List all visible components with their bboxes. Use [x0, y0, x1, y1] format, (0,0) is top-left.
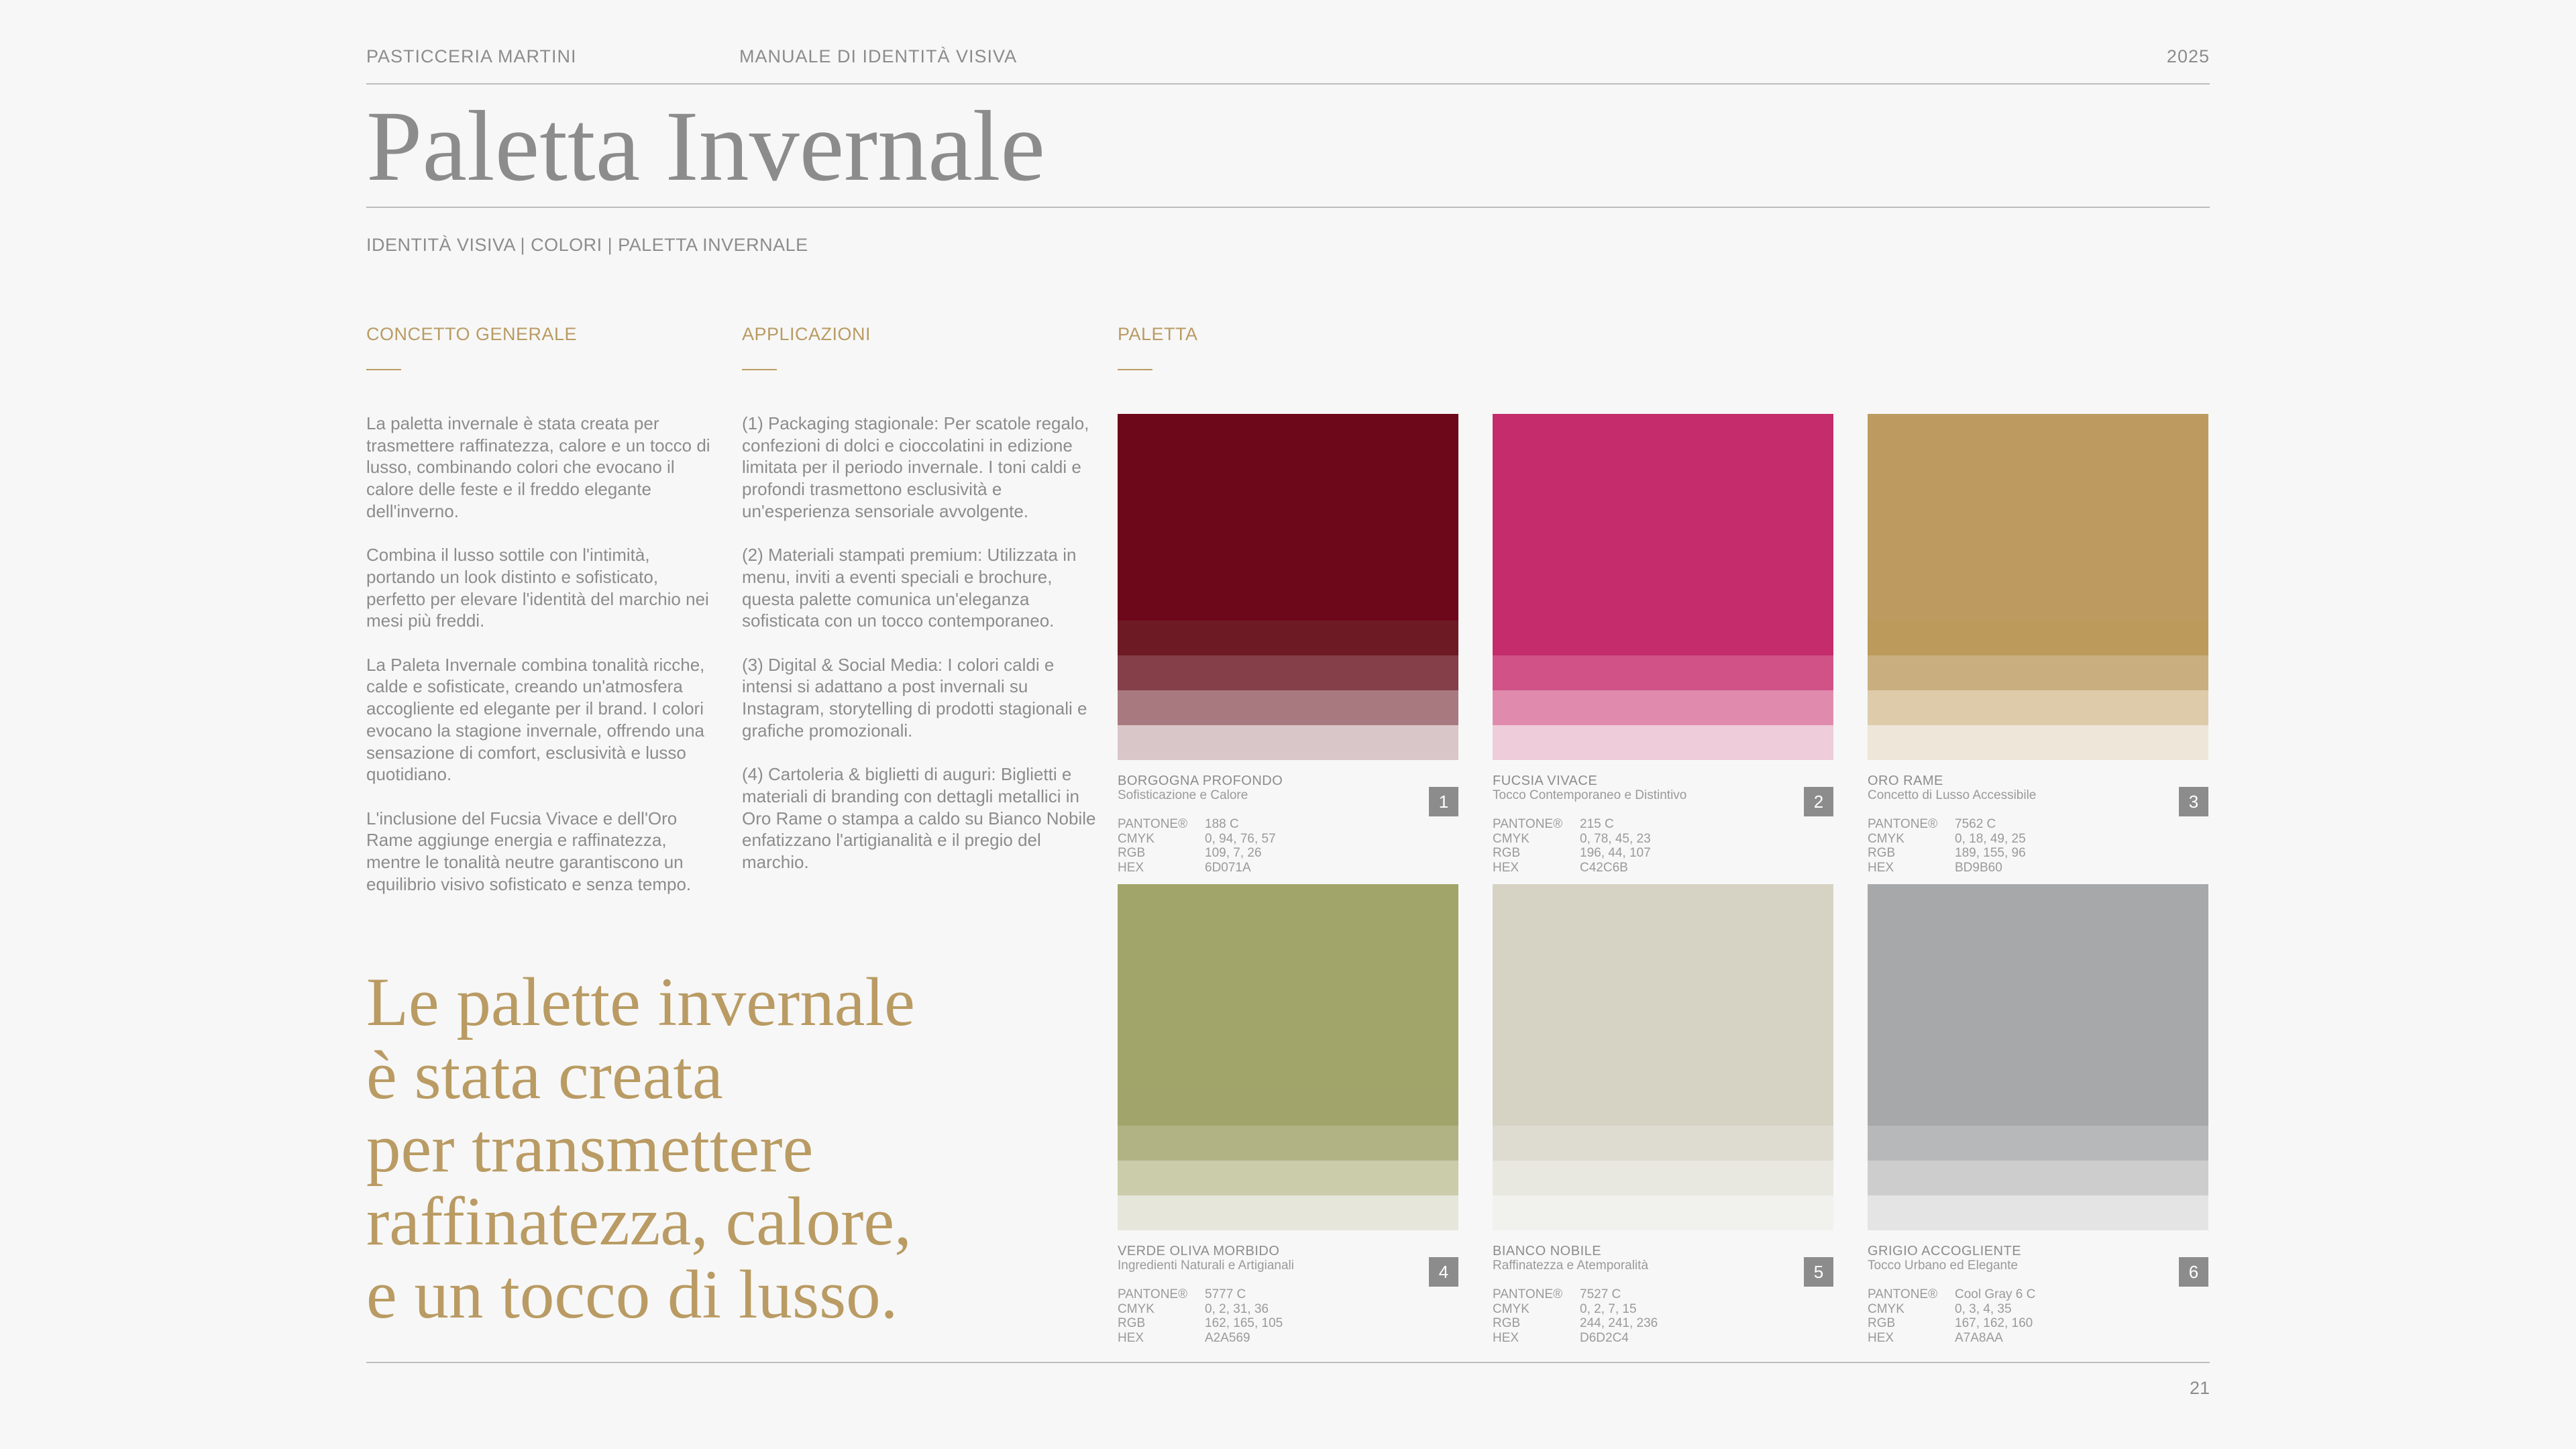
paragraph: (4) Cartoleria & biglietti di auguri: Biglietti e materiali di branding con dettagli metallici in Oro Rame o stampa a caldo su Bianco Nobile enfatizzano l'artigianalità e il pregio del marchio. — [742, 764, 1096, 873]
spec-row-rgb — [1118, 1316, 1458, 1331]
spec-row-pantone — [1868, 1287, 2208, 1302]
spec-value: 0, 18, 49, 25 — [1955, 831, 2026, 846]
spec-label: CMYK — [1118, 831, 1155, 846]
applications-text — [742, 413, 1097, 895]
spec-value: 167, 162, 160 — [1955, 1316, 2033, 1330]
swatch-tint — [1493, 655, 1833, 690]
spec-label: HEX — [1118, 1330, 1144, 1345]
swatch-number-badge: 4 — [1429, 1257, 1458, 1287]
swatch-info — [1868, 1244, 2208, 1345]
swatch-tint — [1118, 1161, 1458, 1195]
spec-value: 109, 7, 26 — [1205, 846, 1262, 860]
swatch-specs — [1118, 1287, 1458, 1345]
spec-label: HEX — [1118, 860, 1144, 875]
spec-row-rgb — [1493, 1316, 1833, 1331]
paragraph: La Paleta Invernale combina tonalità ricche, calde e sofisticate, creando un'atmosfera accogliente ed elegante per il brand. I colori evocano la stagione invernale, offrendo una sensazione di comfort, esclusività e lusso quotidiano. — [366, 654, 705, 785]
quote-line: raffinatezza, calore, — [366, 1183, 912, 1260]
spec-value: 196, 44, 107 — [1580, 846, 1651, 860]
spec-row-cmyk — [1493, 1302, 1833, 1317]
section-label-palette: PALETTA — [1118, 324, 1198, 344]
swatch-tint — [1493, 1126, 1833, 1161]
swatch-specs — [1118, 817, 1458, 875]
spec-value: 7562 C — [1955, 817, 1996, 831]
spec-label: RGB — [1493, 1316, 1521, 1330]
spec-value: Cool Gray 6 C — [1955, 1287, 2036, 1301]
section-dash — [1118, 369, 1152, 370]
spec-row-pantone — [1118, 817, 1458, 832]
spec-value: 6D071A — [1205, 860, 1251, 875]
spec-value: 7527 C — [1580, 1287, 1621, 1301]
swatch-tint — [1493, 690, 1833, 725]
spec-value: A7A8AA — [1955, 1330, 2003, 1345]
paragraph: L'inclusione del Fucsia Vivace e dell'Oro Rame aggiunge energia e raffinatezza, mentre le tonalità neutre garantiscono un equilibrio visivo sofisticato e senza tempo. — [366, 808, 692, 894]
spec-label: RGB — [1868, 846, 1896, 860]
swatch-main-color — [1868, 414, 2208, 621]
swatch-specs — [1868, 817, 2208, 875]
concept-text — [366, 413, 722, 917]
spec-value: 5777 C — [1205, 1287, 1246, 1301]
spec-value: 215 C — [1580, 817, 1614, 831]
spec-row-hex — [1493, 1331, 1833, 1346]
page-number: 21 — [2189, 1378, 2210, 1398]
spec-value: 0, 78, 45, 23 — [1580, 831, 1651, 846]
swatch-tint — [1868, 1161, 2208, 1195]
section-label-applications: APPLICAZIONI — [742, 324, 871, 344]
swatch-tint — [1868, 621, 2208, 655]
swatch-info — [1493, 1244, 1833, 1345]
spec-value: 0, 94, 76, 57 — [1205, 831, 1276, 846]
header-rule — [366, 83, 2210, 85]
swatch-tint — [1493, 725, 1833, 760]
swatch-specs — [1868, 1287, 2208, 1345]
swatch-tint — [1868, 1091, 2208, 1126]
quote-line: Le palette invernale — [366, 964, 915, 1040]
spec-value: 188 C — [1205, 817, 1239, 831]
spec-row-hex — [1868, 1331, 2208, 1346]
swatch-tint — [1493, 1091, 1833, 1126]
swatch-card — [1118, 884, 1458, 1345]
spec-row-cmyk — [1493, 832, 1833, 847]
swatch-card — [1118, 414, 1458, 875]
spec-label: PANTONE® — [1868, 817, 1938, 831]
spec-label: PANTONE® — [1118, 1287, 1188, 1301]
spec-value: 189, 155, 96 — [1955, 846, 2026, 860]
spec-label: CMYK — [1118, 1301, 1155, 1316]
spec-value: 244, 241, 236 — [1580, 1316, 1658, 1330]
swatch-main-color — [1118, 884, 1458, 1091]
spec-label: HEX — [1868, 1330, 1894, 1345]
spec-label: RGB — [1118, 846, 1146, 860]
swatch-tint — [1118, 690, 1458, 725]
brand-name: PASTICCERIA MARTINI — [366, 46, 577, 66]
swatch-name: FUCSIA VIVACE — [1493, 773, 1598, 788]
spec-label: CMYK — [1868, 831, 1904, 846]
swatch-name: VERDE OLIVA MORBIDO — [1118, 1244, 1280, 1258]
swatch-subtitle: Raffinatezza e Atemporalità — [1493, 1258, 1649, 1273]
swatch-tint — [1868, 655, 2208, 690]
paragraph: (3) Digital & Social Media: I colori caldi e intensi si adattano a post invernali su Instagram, storytelling di prodotti stagionali e grafiche promozionali. — [742, 654, 1087, 741]
swatch-name: BIANCO NOBILE — [1493, 1244, 1602, 1258]
swatch-number-badge: 3 — [2179, 787, 2208, 816]
spec-value: 0, 2, 31, 36 — [1205, 1301, 1269, 1316]
year: 2025 — [2166, 46, 2210, 66]
swatch-number-badge: 6 — [2179, 1257, 2208, 1287]
swatch-subtitle: Tocco Contemporaneo e Distintivo — [1493, 788, 1687, 802]
spec-label: CMYK — [1493, 831, 1529, 846]
swatch-tint — [1118, 725, 1458, 760]
swatch-name: ORO RAME — [1868, 773, 1943, 788]
swatch-tint — [1118, 1195, 1458, 1230]
spec-label: PANTONE® — [1493, 1287, 1563, 1301]
swatch-subtitle: Sofisticazione e Calore — [1118, 788, 1248, 802]
section-dash — [366, 369, 401, 370]
section-label-concept: CONCETTO GENERALE — [366, 324, 578, 344]
paragraph: Combina il lusso sottile con l'intimità, portando un look distinto e sofisticato, perfetto per elevare l'identità del marchio nei mesi più freddi. — [366, 545, 709, 631]
swatch-card — [1493, 414, 1833, 875]
spec-row-hex — [1868, 861, 2208, 875]
swatch-subtitle: Tocco Urbano ed Elegante — [1868, 1258, 2018, 1273]
spec-value: D6D2C4 — [1580, 1330, 1629, 1345]
quote-line: per transmettere — [366, 1110, 814, 1187]
swatch-specs — [1493, 1287, 1833, 1345]
swatch-tint — [1118, 655, 1458, 690]
spec-row-cmyk — [1868, 1302, 2208, 1317]
spec-label: CMYK — [1868, 1301, 1904, 1316]
swatch-info — [1868, 773, 2208, 875]
spec-label: RGB — [1868, 1316, 1896, 1330]
spec-label: PANTONE® — [1118, 817, 1188, 831]
swatch-number-badge: 2 — [1804, 787, 1833, 816]
spec-label: HEX — [1868, 860, 1894, 875]
spec-row-rgb — [1118, 846, 1458, 861]
swatch-info — [1493, 773, 1833, 875]
swatch-name: GRIGIO ACCOGLIENTE — [1868, 1244, 2022, 1258]
swatch-tint — [1868, 725, 2208, 760]
spec-value: 0, 2, 7, 15 — [1580, 1301, 1637, 1316]
quote-line: è stata creata — [366, 1037, 723, 1114]
spec-row-cmyk — [1118, 832, 1458, 847]
swatch-tint — [1493, 621, 1833, 655]
swatch-main-color — [1868, 884, 2208, 1091]
swatch-tint — [1118, 1126, 1458, 1161]
swatch-tint — [1118, 1091, 1458, 1126]
footer-rule — [366, 1362, 2210, 1363]
spec-row-rgb — [1493, 846, 1833, 861]
spec-row-cmyk — [1868, 832, 2208, 847]
quote-line: e un tocco di lusso. — [366, 1256, 898, 1333]
swatch-specs — [1493, 817, 1833, 875]
spec-value: A2A569 — [1205, 1330, 1250, 1345]
spec-label: PANTONE® — [1868, 1287, 1938, 1301]
swatch-tint — [1868, 1195, 2208, 1230]
paragraph: La paletta invernale è stata creata per trasmettere raffinatezza, calore e un tocco di lusso, combinando colori che evocano il calore delle feste e il freddo elegante dell'inverno. — [366, 413, 710, 521]
spec-row-pantone — [1493, 817, 1833, 832]
spec-label: CMYK — [1493, 1301, 1529, 1316]
swatch-main-color — [1118, 414, 1458, 621]
spec-row-hex — [1118, 1331, 1458, 1346]
swatch-main-color — [1493, 414, 1833, 621]
swatch-card — [1868, 884, 2208, 1345]
swatch-info — [1118, 1244, 1458, 1345]
swatch-tint — [1493, 1161, 1833, 1195]
swatch-card — [1868, 414, 2208, 875]
title-rule — [366, 207, 2210, 208]
spec-label: RGB — [1118, 1316, 1146, 1330]
spec-value: C42C6B — [1580, 860, 1628, 875]
swatch-tint — [1868, 690, 2208, 725]
spec-row-pantone — [1118, 1287, 1458, 1302]
spec-row-cmyk — [1118, 1302, 1458, 1317]
swatch-number-badge: 1 — [1429, 787, 1458, 816]
spec-row-hex — [1493, 861, 1833, 875]
swatch-tint — [1493, 1195, 1833, 1230]
swatch-subtitle: Ingredienti Naturali e Artigianali — [1118, 1258, 1294, 1273]
spec-row-rgb — [1868, 1316, 2208, 1331]
swatch-tint — [1118, 621, 1458, 655]
spec-value: 0, 3, 4, 35 — [1955, 1301, 2012, 1316]
spec-label: HEX — [1493, 1330, 1519, 1345]
swatch-main-color — [1493, 884, 1833, 1091]
spec-value: 162, 165, 105 — [1205, 1316, 1283, 1330]
swatch-info — [1118, 773, 1458, 875]
paragraph: (2) Materiali stampati premium: Utilizzata in menu, inviti a eventi speciali e brochure, questa palette comunica un'eleganza sofisticata con un tocco contemporaneo. — [742, 545, 1077, 631]
spec-value: BD9B60 — [1955, 860, 2002, 875]
spec-row-pantone — [1493, 1287, 1833, 1302]
paragraph: (1) Packaging stagionale: Per scatole regalo, confezioni di dolci e cioccolatini in edizione limitata per il periodo invernale. I toni caldi e profondi trasmettono esclusività e un'esperienza sensoriale avvolgente. — [742, 413, 1089, 521]
swatch-tint — [1868, 1126, 2208, 1161]
breadcrumb: IDENTITÀ VISIVA | COLORI | PALETTA INVERNALE — [366, 235, 808, 255]
swatch-number-badge: 5 — [1804, 1257, 1833, 1287]
spec-label: HEX — [1493, 860, 1519, 875]
swatch-card — [1493, 884, 1833, 1345]
manual-title: MANUALE DI IDENTITÀ VISIVA — [739, 46, 1018, 66]
spec-row-rgb — [1868, 846, 2208, 861]
swatch-subtitle: Concetto di Lusso Accessibile — [1868, 788, 2037, 802]
spec-row-hex — [1118, 861, 1458, 875]
spec-label: PANTONE® — [1493, 817, 1563, 831]
pull-quote — [366, 966, 1037, 1332]
spec-row-pantone — [1868, 817, 2208, 832]
section-dash — [742, 369, 777, 370]
page-title: Paletta Invernale — [366, 91, 1045, 202]
swatch-name: BORGOGNA PROFONDO — [1118, 773, 1283, 788]
spec-label: RGB — [1493, 846, 1521, 860]
